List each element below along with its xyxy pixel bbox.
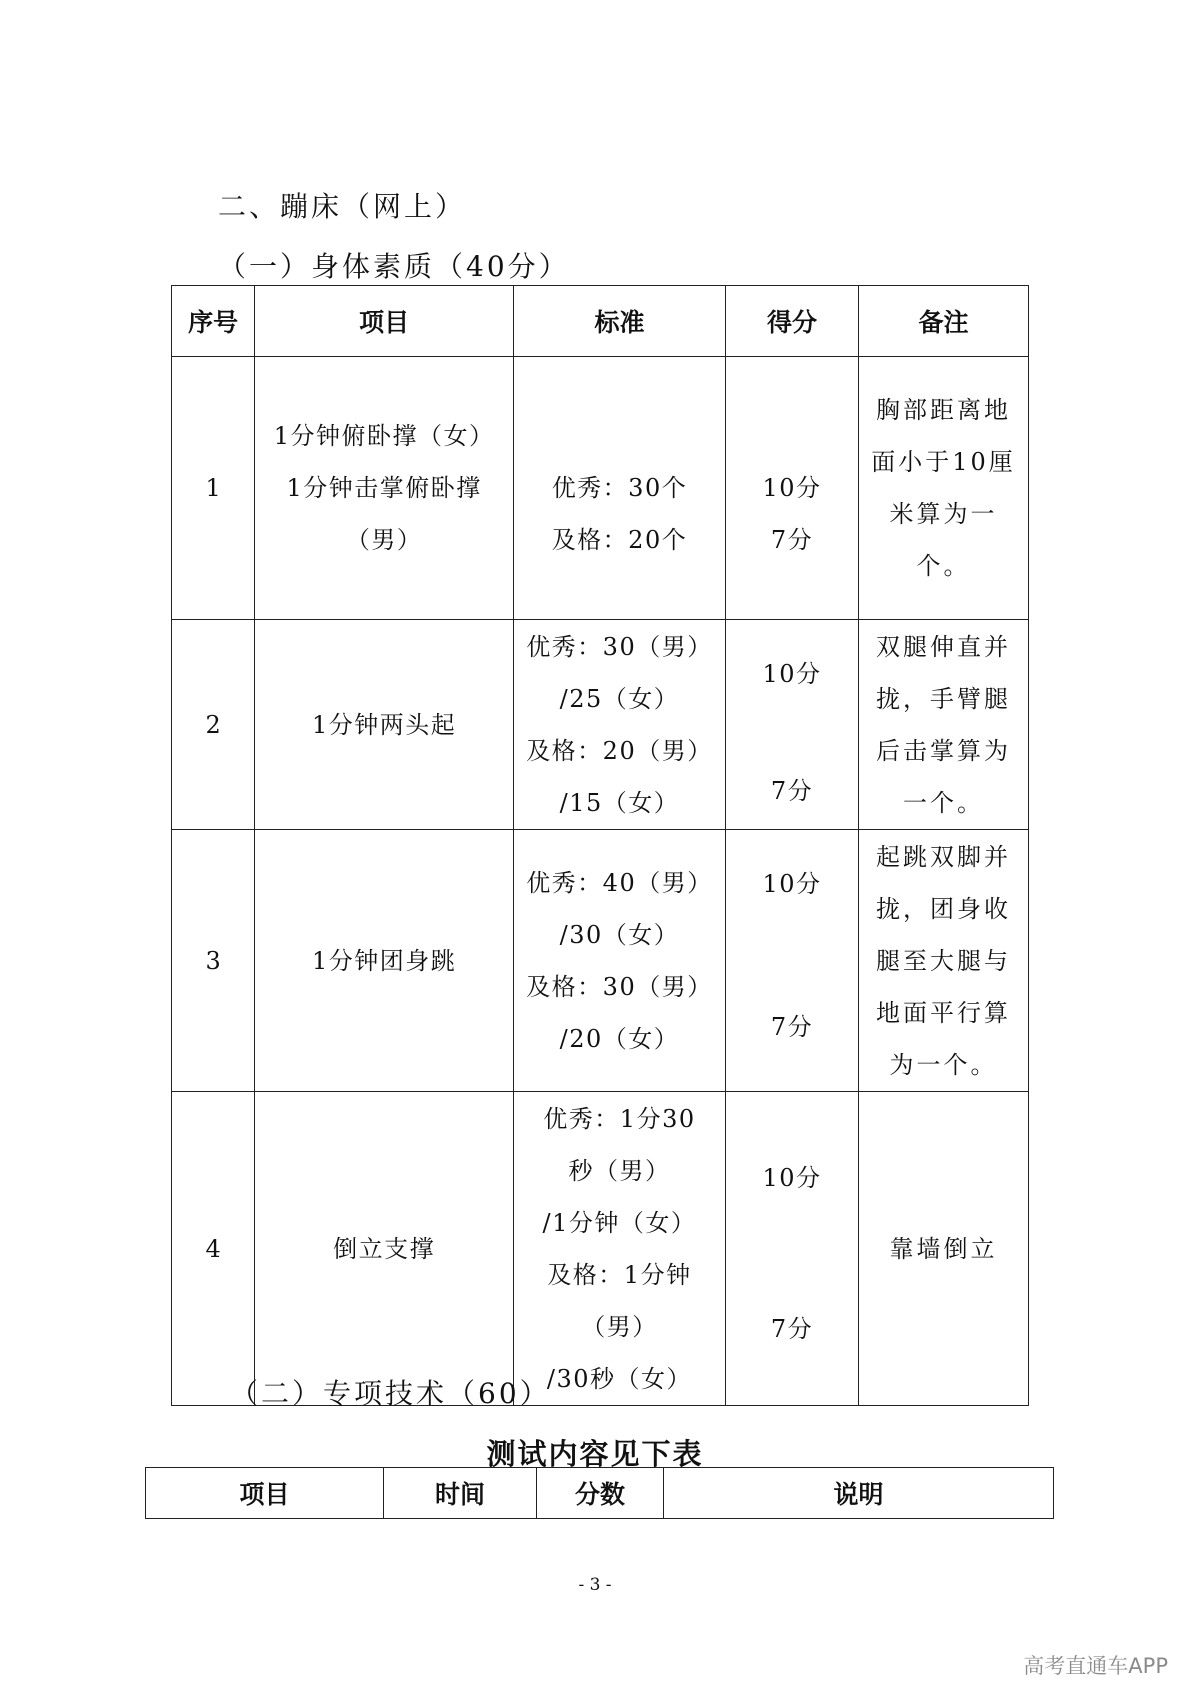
cell-score bbox=[726, 830, 859, 1092]
cell-note bbox=[859, 620, 1029, 830]
item-line: 1分钟击掌俯卧撑 bbox=[286, 474, 482, 502]
standard-line: 及格：20（男） bbox=[526, 736, 713, 765]
note-line: 面小于10厘 bbox=[871, 448, 1016, 476]
cell-no: 2 bbox=[172, 620, 255, 830]
standard-line: /20（女） bbox=[559, 1024, 680, 1053]
cell-note bbox=[859, 1092, 1029, 1406]
note-line: 拢，手臂腿 bbox=[876, 684, 1012, 713]
header-item: 项目 bbox=[255, 286, 514, 357]
standard-line: 优秀：40（男） bbox=[526, 868, 713, 897]
note-line: 腿至大腿与 bbox=[876, 946, 1012, 975]
item-line: （男） bbox=[345, 526, 423, 554]
cell-score bbox=[726, 620, 859, 830]
standard-line: /15（女） bbox=[559, 788, 680, 817]
physical-fitness-table bbox=[171, 285, 1029, 1406]
standard-line: 秒（男） bbox=[568, 1156, 671, 1185]
standard-line: 优秀：30（男） bbox=[526, 632, 713, 661]
cell-no: 1 bbox=[172, 357, 255, 620]
score-line: 7分 bbox=[770, 526, 814, 554]
note-line: 后击掌算为 bbox=[876, 736, 1012, 765]
item-line: 倒立支撑 bbox=[333, 1234, 436, 1263]
watermark: 高考直通车APP bbox=[1023, 1654, 1168, 1678]
cell-note bbox=[859, 830, 1029, 1092]
header-note: 备注 bbox=[859, 286, 1029, 357]
technique-table bbox=[145, 1467, 1054, 1519]
table-row bbox=[172, 1092, 1029, 1406]
standard-line: /25（女） bbox=[559, 684, 680, 713]
note-line: 胸部距离地 bbox=[876, 396, 1012, 424]
score-line: 7分 bbox=[770, 1013, 814, 1041]
note-line: 一个。 bbox=[903, 788, 985, 817]
standard-line: /1分钟（女） bbox=[542, 1208, 697, 1237]
item-line: 1分钟俯卧撑（女） bbox=[273, 422, 495, 450]
note-line: 靠墙倒立 bbox=[889, 1234, 998, 1263]
score-line: 10分 bbox=[762, 1164, 822, 1192]
cell-standard bbox=[513, 830, 725, 1092]
standard-line: 优秀：30个 bbox=[551, 474, 688, 502]
header-no: 序号 bbox=[172, 286, 255, 357]
note-line: 地面平行算 bbox=[876, 998, 1012, 1027]
cell-standard bbox=[513, 620, 725, 830]
cell-item bbox=[255, 830, 514, 1092]
subsection-title-technique: （二）专项技术（60） bbox=[230, 1377, 551, 1410]
score-line: 10分 bbox=[762, 870, 822, 898]
cell-item bbox=[255, 1092, 514, 1406]
standard-line: 及格：20个 bbox=[551, 526, 688, 554]
cell-no: 3 bbox=[172, 830, 255, 1092]
header-time: 时间 bbox=[384, 1468, 537, 1519]
standard-line: /30秒（女） bbox=[546, 1364, 693, 1393]
standard-line: 及格：30（男） bbox=[526, 972, 713, 1001]
cell-standard bbox=[513, 357, 725, 620]
standard-line: （男） bbox=[581, 1312, 658, 1341]
cell-item bbox=[255, 357, 514, 620]
cell-score bbox=[726, 1092, 859, 1406]
page-number: - 3 - bbox=[578, 1575, 612, 1595]
score-line: 7分 bbox=[770, 777, 814, 805]
header-item: 项目 bbox=[146, 1468, 384, 1519]
item-line: 1分钟两头起 bbox=[311, 710, 457, 739]
standard-line: 优秀：1分30 bbox=[543, 1104, 696, 1133]
cell-note bbox=[859, 357, 1029, 620]
table-header-row bbox=[146, 1468, 1054, 1519]
cell-no: 4 bbox=[172, 1092, 255, 1406]
header-description: 说明 bbox=[664, 1468, 1054, 1519]
note-line: 个。 bbox=[916, 552, 971, 580]
table-row bbox=[172, 830, 1029, 1092]
header-standard: 标准 bbox=[513, 286, 725, 357]
cell-score bbox=[726, 357, 859, 620]
note-line: 双腿伸直并 bbox=[876, 632, 1012, 661]
note-line: 拢，团身收 bbox=[876, 894, 1012, 923]
header-points: 分数 bbox=[537, 1468, 664, 1519]
subsection-title-physical: （一）身体素质（40分） bbox=[218, 250, 570, 283]
table-header-row bbox=[172, 286, 1029, 357]
cell-item bbox=[255, 620, 514, 830]
note-line: 米算为一 bbox=[889, 500, 998, 528]
score-line: 10分 bbox=[762, 474, 822, 502]
table-row bbox=[172, 357, 1029, 620]
standard-line: 及格：1分钟 bbox=[547, 1260, 692, 1289]
note-line: 为一个。 bbox=[889, 1050, 998, 1079]
cell-standard bbox=[513, 1092, 725, 1406]
item-line: 1分钟团身跳 bbox=[311, 946, 457, 975]
section-title: 二、蹦床（网上） bbox=[218, 190, 467, 223]
table2-caption: 测试内容见下表 bbox=[486, 1437, 704, 1471]
score-line: 10分 bbox=[762, 660, 822, 688]
standard-line: /30（女） bbox=[559, 920, 680, 949]
note-line: 起跳双脚并 bbox=[876, 842, 1012, 871]
table-row bbox=[172, 620, 1029, 830]
score-line: 7分 bbox=[770, 1315, 814, 1343]
header-score: 得分 bbox=[726, 286, 859, 357]
